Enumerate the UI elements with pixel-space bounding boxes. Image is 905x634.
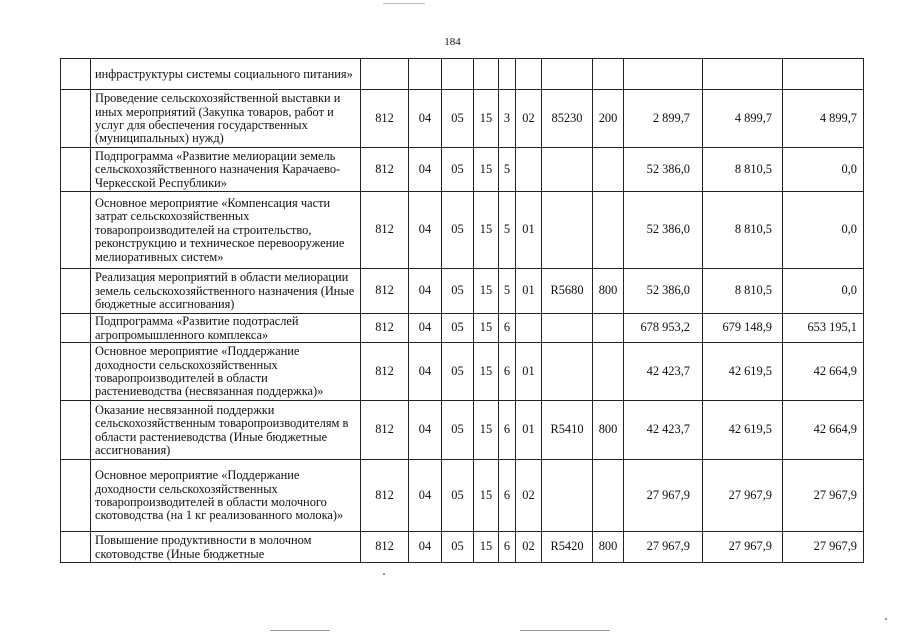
table-cell (783, 59, 864, 90)
table-cell: 15 (474, 90, 499, 148)
table-cell: 27 967,9 (624, 532, 703, 563)
table-cell: 812 (361, 314, 409, 343)
table-cell: 15 (474, 401, 499, 460)
table-cell (516, 314, 542, 343)
row-number-cell (61, 59, 91, 90)
table-body (61, 59, 864, 563)
table-cell: 52 386,0 (624, 148, 703, 192)
table-cell: 15 (474, 343, 499, 401)
table-cell: 6 (499, 532, 516, 563)
table-cell: 04 (409, 460, 442, 532)
row-name-cell: Проведение сельскохозяйственной выставки и иных мероприятий (Закупка товаров, работ и услуг для обеспечения государственных (муниципальных) нужд) (91, 90, 361, 148)
table-cell: 01 (516, 269, 542, 314)
table-cell: 05 (442, 314, 474, 343)
table-cell: 4 899,7 (703, 90, 783, 148)
table-cell: 27 967,9 (703, 532, 783, 563)
table-cell: 01 (516, 343, 542, 401)
table-cell: 812 (361, 460, 409, 532)
table-cell (516, 59, 542, 90)
table-cell: 15 (474, 314, 499, 343)
table-cell: 05 (442, 401, 474, 460)
table-cell: 6 (499, 343, 516, 401)
row-name-cell: Повышение продуктивности в молочном скотоводстве (Иные бюджетные (91, 532, 361, 563)
table-cell: 02 (516, 460, 542, 532)
table-cell: 05 (442, 269, 474, 314)
table-cell: 812 (361, 90, 409, 148)
table-cell: 800 (593, 401, 624, 460)
table-row (61, 269, 864, 314)
row-number-cell (61, 148, 91, 192)
row-name-cell: Основное мероприятие «Поддержание доходности сельскохозяйственных товаропроизводителей в области растениеводства (несвязанная поддержка)» (91, 343, 361, 401)
table-cell: 800 (593, 269, 624, 314)
table-cell: 27 967,9 (783, 532, 864, 563)
table-cell: 0,0 (783, 192, 864, 269)
table-cell (474, 59, 499, 90)
table-cell: 42 664,9 (783, 343, 864, 401)
table-cell (593, 343, 624, 401)
table-cell: 15 (474, 460, 499, 532)
table-cell: 04 (409, 532, 442, 563)
table-cell: 8 810,5 (703, 192, 783, 269)
row-number-cell (61, 192, 91, 269)
table-cell: R5410 (542, 401, 593, 460)
table-cell (542, 59, 593, 90)
row-name-cell: инфраструктуры системы социального питания» (91, 59, 361, 90)
table-row (61, 460, 864, 532)
row-number-cell (61, 269, 91, 314)
table-cell: 5 (499, 192, 516, 269)
table-cell (542, 148, 593, 192)
table-cell (703, 59, 783, 90)
table-cell: 15 (474, 192, 499, 269)
table-cell: 05 (442, 192, 474, 269)
table-cell: 200 (593, 90, 624, 148)
table-cell (593, 148, 624, 192)
table-cell: 812 (361, 269, 409, 314)
table-cell: 8 810,5 (703, 269, 783, 314)
row-name-cell: Подпрограмма «Развитие подотраслей агропромышленного комплекса» (91, 314, 361, 343)
row-name-cell: Основное мероприятие «Компенсация части затрат сельскохозяйственных товаропроизводителей на строительство, реконструкцию и техническое перевооружение мелиоративных систем» (91, 192, 361, 269)
table-cell: 42 619,5 (703, 401, 783, 460)
table-cell: 812 (361, 192, 409, 269)
table-cell: 85230 (542, 90, 593, 148)
table-row (61, 314, 864, 343)
table-row (61, 532, 864, 563)
table-cell (542, 343, 593, 401)
table-cell: 15 (474, 269, 499, 314)
table-row (61, 59, 864, 90)
row-number-cell (61, 401, 91, 460)
table-cell: 04 (409, 269, 442, 314)
table-cell (409, 59, 442, 90)
table-cell (593, 460, 624, 532)
table-cell: 4 899,7 (783, 90, 864, 148)
table-cell: 679 148,9 (703, 314, 783, 343)
table-cell: 3 (499, 90, 516, 148)
table-cell: 15 (474, 532, 499, 563)
table-cell: 800 (593, 532, 624, 563)
table-cell (361, 59, 409, 90)
table-cell: R5680 (542, 269, 593, 314)
table-cell: 01 (516, 401, 542, 460)
table-cell: 05 (442, 532, 474, 563)
table-cell: 812 (361, 532, 409, 563)
table-cell: 15 (474, 148, 499, 192)
table-cell: 04 (409, 401, 442, 460)
scan-speck (885, 618, 887, 620)
table-cell: 27 967,9 (783, 460, 864, 532)
row-number-cell (61, 343, 91, 401)
table-cell: 42 619,5 (703, 343, 783, 401)
row-number-cell (61, 532, 91, 563)
table-cell: 5 (499, 269, 516, 314)
table-cell: 812 (361, 343, 409, 401)
table-cell: 27 967,9 (703, 460, 783, 532)
table-row (61, 192, 864, 269)
top-edge-mark (383, 3, 425, 4)
table-cell: 812 (361, 401, 409, 460)
table-cell: 0,0 (783, 269, 864, 314)
table-cell: 05 (442, 148, 474, 192)
table-cell: 04 (409, 90, 442, 148)
table-cell (542, 192, 593, 269)
table-cell (624, 59, 703, 90)
table-cell (499, 59, 516, 90)
table-cell: 52 386,0 (624, 269, 703, 314)
table-cell: 42 664,9 (783, 401, 864, 460)
table-row (61, 90, 864, 148)
row-number-cell (61, 314, 91, 343)
row-name-cell: Оказание несвязанной поддержки сельскохозяйственным товаропроизводителям в области растениеводства (Иные бюджетные ассигнования) (91, 401, 361, 460)
table-cell: 0,0 (783, 148, 864, 192)
table-row (61, 343, 864, 401)
row-number-cell (61, 90, 91, 148)
scan-speck (383, 573, 385, 575)
table-cell (593, 192, 624, 269)
table-cell: 02 (516, 532, 542, 563)
table-cell: 05 (442, 90, 474, 148)
table-cell: 812 (361, 148, 409, 192)
table-cell (593, 314, 624, 343)
table-cell: R5420 (542, 532, 593, 563)
table-cell (542, 314, 593, 343)
table-cell: 678 953,2 (624, 314, 703, 343)
table-cell: 6 (499, 314, 516, 343)
budget-table (60, 58, 864, 563)
table-cell: 2 899,7 (624, 90, 703, 148)
table-cell: 05 (442, 460, 474, 532)
table-row (61, 401, 864, 460)
table-cell: 05 (442, 343, 474, 401)
table-cell: 6 (499, 460, 516, 532)
table-cell: 04 (409, 343, 442, 401)
table-row (61, 148, 864, 192)
table-cell (593, 59, 624, 90)
row-name-cell: Основное мероприятие «Поддержание доходности сельскохозяйственных товаропроизводителей в области молочного скотоводства (на 1 кг реализованного молока)» (91, 460, 361, 532)
table-cell (442, 59, 474, 90)
row-name-cell: Реализация мероприятий в области мелиорации земель сельскохозяйственного назначения (Иные бюджетные ассигнования) (91, 269, 361, 314)
table-cell: 6 (499, 401, 516, 460)
table-cell: 27 967,9 (624, 460, 703, 532)
table-cell: 5 (499, 148, 516, 192)
table-cell: 52 386,0 (624, 192, 703, 269)
table-cell: 01 (516, 192, 542, 269)
row-name-cell: Подпрограмма «Развитие мелиорации земель сельскохозяйственного назначения Карачаево-Черкесской Республики» (91, 148, 361, 192)
table-cell: 04 (409, 314, 442, 343)
table-cell (542, 460, 593, 532)
row-number-cell (61, 460, 91, 532)
table-cell: 04 (409, 148, 442, 192)
table-cell: 42 423,7 (624, 343, 703, 401)
table-cell: 02 (516, 90, 542, 148)
table-cell (516, 148, 542, 192)
bottom-edge-mark (270, 630, 330, 631)
table-cell: 04 (409, 192, 442, 269)
page-number: 184 (444, 36, 461, 48)
bottom-edge-mark (520, 630, 610, 631)
table-cell: 8 810,5 (703, 148, 783, 192)
table-cell: 653 195,1 (783, 314, 864, 343)
table-cell: 42 423,7 (624, 401, 703, 460)
